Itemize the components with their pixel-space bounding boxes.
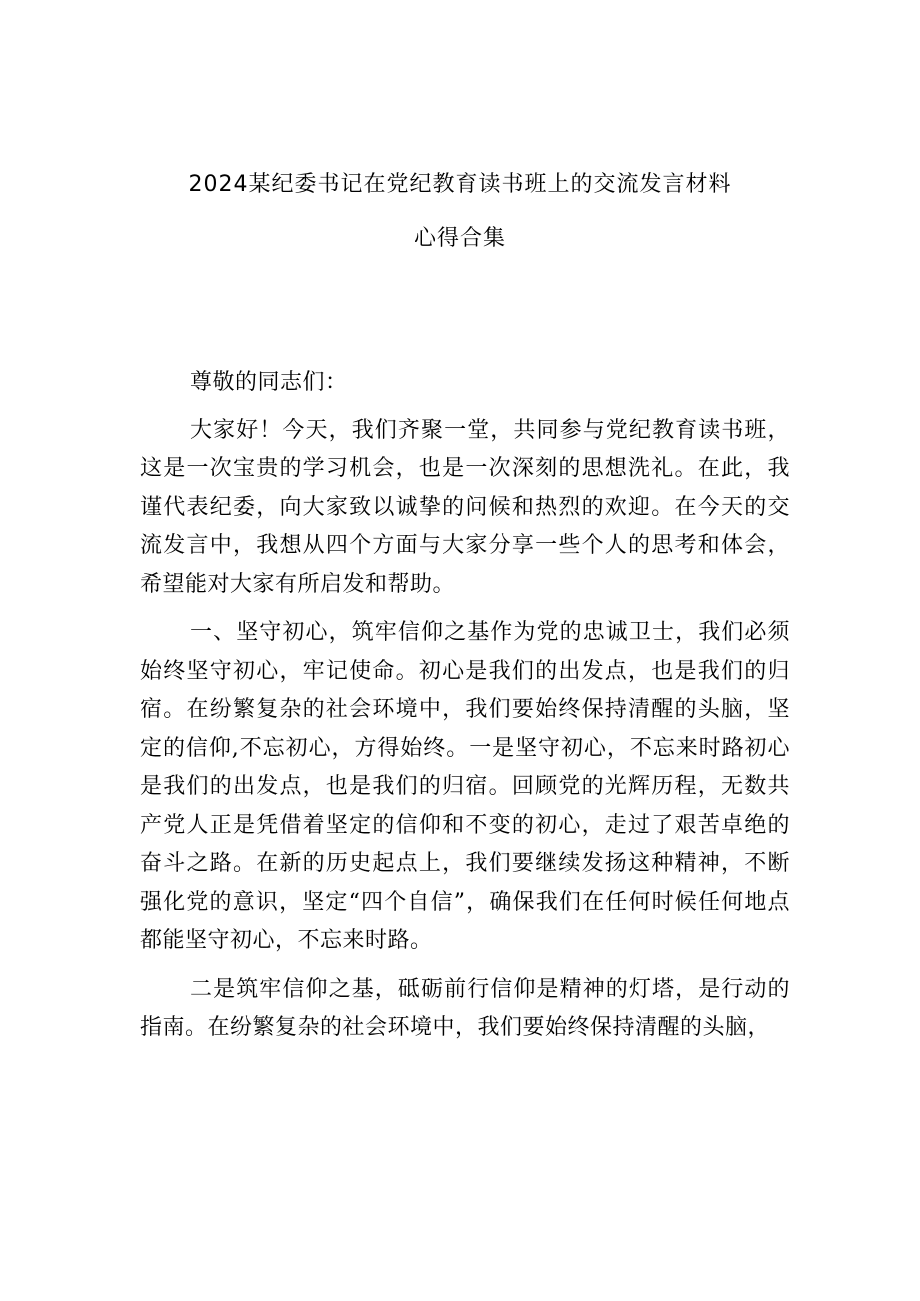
document-title: 2024某纪委书记在党纪教育读书班上的交流发言材料 xyxy=(188,172,732,197)
paragraph-point-two: 二是筑牢信仰之基，砥砺前行信仰是精神的灯塔，是行动的指南。在纷繁复杂的社会环境中，我们要始终保持清醒的头脑， xyxy=(140,976,790,1040)
paragraph-intro: 大家好！今天，我们齐聚一堂，共同参与党纪教育读书班，这是一次宝贵的学习机会，也是一次深刻的思想洗礼。在此，我谨代表纪委，向大家致以诚挚的问候和热烈的欢迎。在今天的交流发言中，我想从四个方面与大家分享一些个人的思考和体会，希望能对大家有所启发和帮助。 xyxy=(140,417,790,597)
salutation: 尊敬的同志们： xyxy=(190,370,348,395)
document-body xyxy=(140,364,790,1048)
document-subtitle: 心得合集 xyxy=(413,226,506,251)
paragraph-section-one: 一、坚守初心，筑牢信仰之基作为党的忠诚卫士，我们必须始终坚守初心，牢记使命。初心是我们的出发点，也是我们的归宿。在纷繁复杂的社会环境中，我们要始终保持清醒的头脑，坚定的信仰,不忘初心，方得始终。一是坚守初心，不忘来时路初心是我们的出发点，也是我们的归宿。回顾党的光辉历程，无数共产党人正是凭借着坚定的信仰和不变的初心，走过了艰苦卓绝的奋斗之路。在新的历史起点上，我们要继续发扬这种精神，不断强化党的意识，坚定“四个自信”，确保我们在任何时候任何地点都能坚守初心，不忘来时路。 xyxy=(140,620,790,953)
